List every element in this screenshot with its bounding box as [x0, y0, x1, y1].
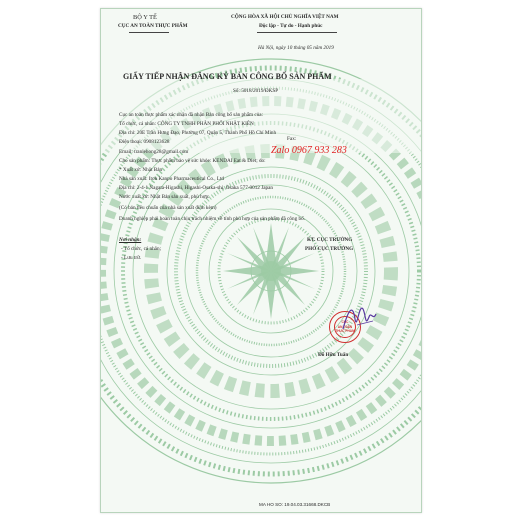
recipient-item: - Tổ chức, cá nhân; — [121, 246, 162, 252]
motto-underline — [257, 32, 337, 33]
national-motto: Độc lập - Tự do - Hạnh phúc — [259, 23, 323, 29]
handwritten-signature — [339, 299, 379, 339]
intro-text: Cục an toàn thực phẩm xác nhận đã nhận Bản công bố sản phẩm của: — [119, 112, 263, 118]
document-sheet — [100, 8, 422, 513]
phone-line: Điện thoại: 0908123628 — [119, 139, 170, 145]
responsibility-statement: Doanh nghiệp phải hoàn toàn chịu trách nhiệm về tính phù hợp của sản phẩm đã công bố. — [119, 216, 305, 222]
fax-label: Fax: — [287, 136, 297, 142]
manufacturer-line: Nhà sản xuất: Itoh Kanpo Pharmaceutical Co., Ltd — [119, 176, 225, 182]
department-name: CỤC AN TOÀN THỰC PHẨM — [118, 23, 188, 29]
dossier-code: MA HO SO: 19.04.03.31668.DKCB — [259, 502, 331, 507]
standard-note: (Có bản tiêu chuẩn của nhà sản xuất đính kèm) — [119, 205, 217, 211]
recipient-item: - Lưu trữ. — [121, 255, 142, 261]
republic-name: CỘNG HÒA XÃ HỘI CHỦ NGHĨA VIỆT NAM — [231, 14, 339, 20]
watermark-contact: Zalo 0967 933 283 — [271, 145, 347, 156]
manufacturer-address-line: Địa chỉ: 2-4-1 Nagata-Higashi, Higashi-Osaka-shi, Osaka 577-0012 Japan — [119, 185, 273, 191]
email-line: Email: tranlehong28@gmail.com — [119, 149, 189, 155]
origin-line: * Xuất xứ: Nhật Bản — [119, 167, 163, 173]
ministry-name: BỘ Y TẾ — [133, 14, 157, 21]
recipients-heading: Nơi nhận: — [119, 237, 142, 243]
bronze-drum-background-pattern — [101, 9, 421, 512]
address-line: Địa chỉ: 20E Trần Hưng Đạo, Phường 07, Quận 5, Thành Phố Hồ Chí Minh — [119, 130, 277, 136]
document-number: Số: 5018/2019/ĐKSP — [233, 88, 279, 94]
official-red-stamp: CỤC AN TOÀN THỰC PHẨM — [329, 311, 361, 343]
signer-title-deputy: KT. CỤC TRƯỞNG — [307, 237, 353, 243]
signer-name: Đỗ Hữu Tuấn — [318, 352, 349, 358]
organization-line: Tổ chức, cá nhân: CÔNG TY TNHH PHÂN PHỐI NHẬT KIÊN — [119, 121, 254, 127]
product-line: Cho sản phẩm: Thực phẩm bảo vệ sức khỏe: KENDAI Eat & Diet; do: — [119, 158, 266, 164]
department-underline — [129, 32, 169, 33]
country-line: Nước xuất xứ: Nhật Bản sản xuất, phù hợp: — [119, 194, 210, 200]
document-title: GIẤY TIẾP NHẬN ĐĂNG KÝ BẢN CÔNG BỐ SẢN PHẨM — [123, 72, 332, 81]
place-and-date: Hà Nội, ngày 10 tháng 05 năm 2019 — [258, 45, 334, 51]
signer-title-vice-director: PHÓ CỤC TRƯỞNG — [305, 246, 354, 252]
